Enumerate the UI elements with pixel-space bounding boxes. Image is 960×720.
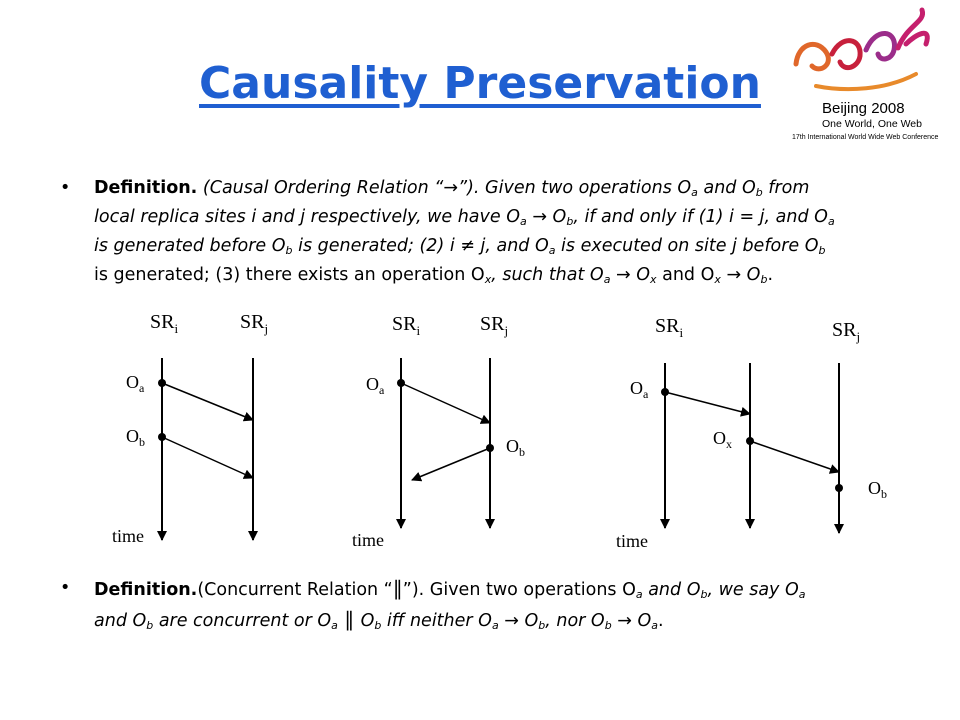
site-i-label: $SR_i$ [655, 315, 684, 340]
label-oa: $O_a$ [630, 378, 649, 401]
diagram-1 [112, 311, 268, 546]
message-arrow [412, 448, 490, 480]
bullet-icon: • [60, 178, 71, 198]
message-arrow [750, 441, 839, 472]
label-ox: $O_x$ [713, 428, 732, 451]
message-arrow [162, 437, 253, 478]
message-arrow [665, 392, 750, 414]
time-label: time [112, 526, 144, 546]
site-j-label: $SR_j$ [480, 313, 509, 338]
logo-swirl-icon [786, 4, 954, 100]
bullet-icon: • [60, 578, 71, 598]
definition-concurrent-relation: • Definition.(Concurrent Relation “‖”). Given two operations $O_a$ and $O_b$, we say $O_a$ and $O_b$ are concurrent or $O_a$ ‖ $O_b$ iff neither $O_a \to O_b$, nor $O_b \to O_a$. [60, 576, 806, 632]
logo-conference: 17th International World Wide Web Conference [792, 134, 939, 141]
event-ob [835, 484, 843, 492]
label-oa: $O_a$ [366, 374, 385, 397]
time-label: time [352, 530, 384, 550]
diagram-3 [616, 315, 887, 551]
logo-event: Beijing 2008 [822, 100, 905, 117]
diagram-2 [352, 313, 525, 550]
label-oa: $O_a$ [126, 372, 145, 395]
label-ob: $O_b$ [506, 436, 525, 459]
causality-diagrams [0, 300, 960, 560]
logo-slogan: One World, One Web [822, 118, 922, 130]
message-arrow [162, 383, 253, 420]
message-arrow [401, 383, 490, 423]
site-j-label: $SR_j$ [240, 311, 269, 336]
site-j-label: $SR_j$ [832, 319, 861, 344]
definition-label: Definition. [94, 580, 198, 600]
conference-logo [786, 4, 954, 150]
page-title[interactable]: Causality Preservation [199, 58, 761, 109]
site-i-label: $SR_i$ [150, 311, 179, 336]
label-ob: $O_b$ [868, 478, 887, 501]
label-ob: $O_b$ [126, 426, 145, 449]
definition-label: Definition. [94, 178, 198, 198]
definition-causal-ordering: • Definition. (Causal Ordering Relation “→”). Given two operations $O_a$ and $O_b$ from local replica sites i and j respectively, we have $O_a \to O_b$, if and only if (1) i = j, and $O_a$ is generated before $O_b$ is generated; (2) i ≠ j, and $O_a$ is executed on site j before $O_b$ is generated; (3) there exists an operation $O_x$, such that $O_a \to O_x$ and $O_x \to O_b$. [60, 174, 910, 290]
site-i-label: $SR_i$ [392, 313, 421, 338]
time-label: time [616, 531, 648, 551]
